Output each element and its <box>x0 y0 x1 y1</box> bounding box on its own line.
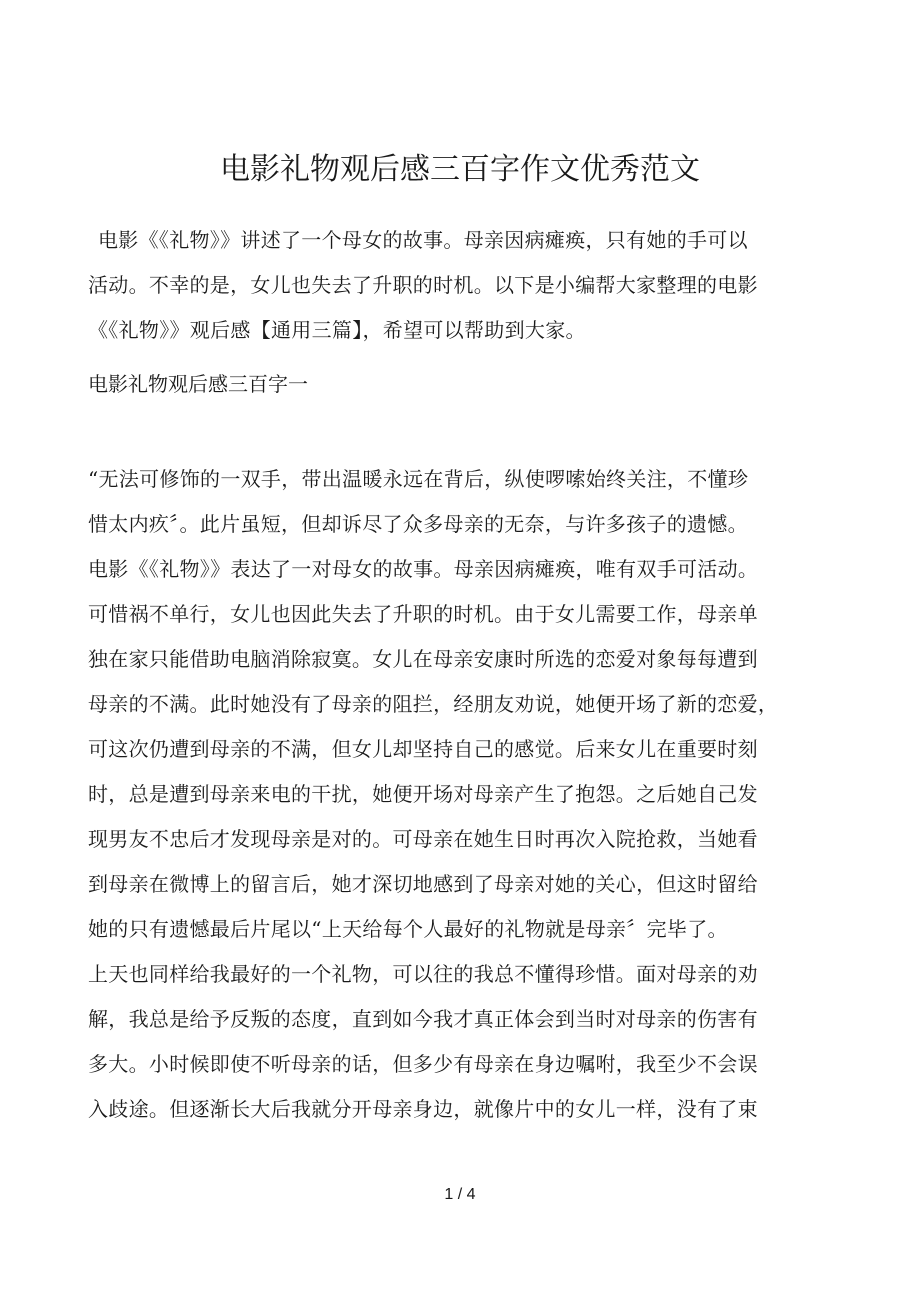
paragraph-line: 独在家只能借助电脑消除寂寞。女儿在母亲安康时所选的恋爱对象每每遭到 <box>88 647 758 671</box>
paragraph-line: 可这次仍遭到母亲的不满，但女儿却坚持自己的感觉。后来女儿在重要时刻 <box>88 737 758 761</box>
paragraph-line: 多大。小时候即使不听母亲的话，但多少有母亲在身边嘱咐，我至少不会误 <box>88 1052 758 1076</box>
intro-paragraph <box>88 218 833 353</box>
paragraph-line: 到母亲在微博上的留言后，她才深切地感到了母亲对她的关心，但这时留给 <box>88 872 758 896</box>
paragraph-line: “无法可修饰的一双手，带出温暖永远在背后，纵使啰嗦始终关注，不懂珍 <box>88 467 749 491</box>
paragraph-line: 惜太内疚〞。此片虽短，但却诉尽了众多母亲的无奈，与许多孩子的遗憾。 <box>88 512 748 536</box>
paragraph-line: 可惜祸不单行，女儿也因此失去了升职的时机。由于女儿需要工作，母亲单 <box>88 602 758 626</box>
paragraph-line: 解，我总是给予反叛的态度，直到如今我才真正体会到当时对母亲的伤害有 <box>88 1007 758 1031</box>
paragraph-line: 《《礼物》》观后感【通用三篇】，希望可以帮助到大家。 <box>88 318 586 342</box>
paragraph-line: 她的只有遗憾最后片尾以“上天给每个人最好的礼物就是母亲〞完毕了。 <box>88 917 728 941</box>
paragraph-line: 现男友不忠后才发现母亲是对的。可母亲在她生日时再次入院抢救，当她看 <box>88 827 758 851</box>
paragraph-line: 入歧途。但逐渐长大后我就分开母亲身边，就像片中的女儿一样，没有了束 <box>88 1097 758 1121</box>
section-heading: 电影礼物观后感三百字一 <box>88 372 308 396</box>
paragraph-line: 母亲的不满。此时她没有了母亲的阻拦，经朋友劝说，她便开场了新的恋爱， <box>88 692 779 716</box>
paragraph-line: 时，总是遭到母亲来电的干扰，她便开场对母亲产生了抱怨。之后她自己发 <box>88 782 758 806</box>
paragraph-line: 活动。不幸的是，女儿也失去了升职的时机。以下是小编帮大家整理的电影 <box>88 273 758 297</box>
paragraph-line: 上天也同样给我最好的一个礼物，可以往的我总不懂得珍惜。面对母亲的劝 <box>88 962 758 986</box>
paragraph-line: 电影《《礼物》》表达了一对母女的故事。母亲因病瘫痪，唯有双手可活动。 <box>88 557 759 581</box>
paragraph-line: 电影《《礼物》》讲述了一个母女的故事。母亲因病瘫痪，只有她的手可以 <box>98 228 748 252</box>
body-paragraph <box>88 457 833 1132</box>
document-title: 电影礼物观后感三百字作文优秀范文 <box>220 152 700 187</box>
page-indicator: 1 / 4 <box>444 1186 476 1203</box>
